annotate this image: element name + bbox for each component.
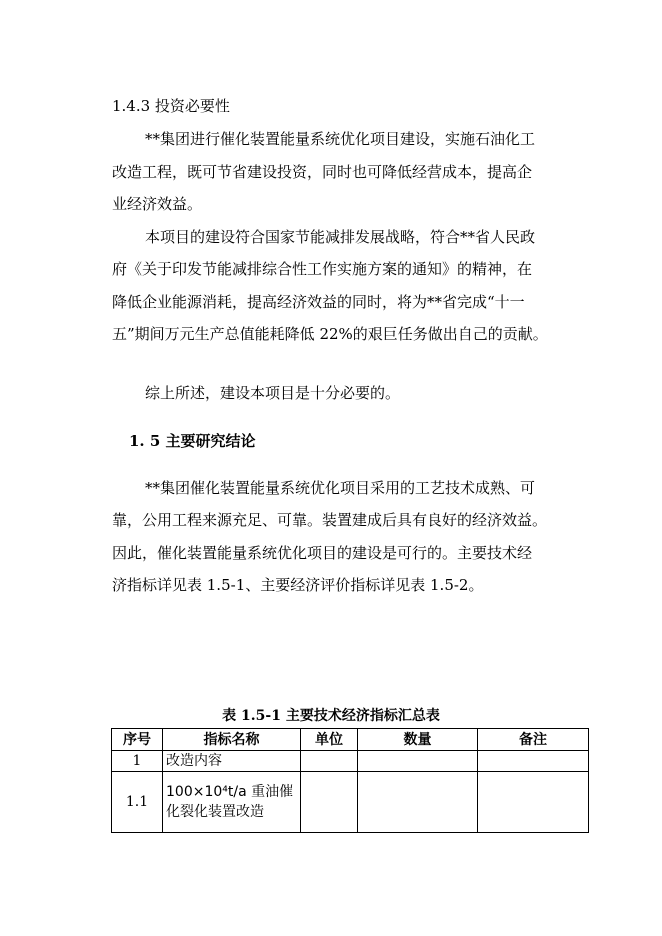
section-heading-1-5: 1. 5 主要研究结论 (129, 432, 256, 450)
cell-unit (301, 751, 358, 772)
paragraph-line: 济指标详见表 1.5-1、主要经济评价指标详见表 1.5-2。 (112, 576, 484, 594)
cell-note (478, 751, 589, 772)
paragraph-line: 本项目的建设符合国家节能减排发展战略，符合**省人民政 (145, 228, 536, 246)
cell-unit (301, 772, 358, 833)
cell-name: 100×10⁴t/a 重油催化裂化装置改造 (163, 772, 301, 833)
table-caption: 表 1.5-1 主要技术经济指标汇总表 (222, 708, 440, 724)
cell-seq: 1.1 (112, 772, 163, 833)
table-row (112, 751, 589, 772)
paragraph-line: 降低企业能源消耗，提高经济效益的同时，将为**省完成“十一 (112, 293, 525, 311)
section-heading-1-4-3: 1.4.3 投资必要性 (112, 97, 230, 115)
header-name: 指标名称 (163, 729, 301, 751)
paragraph-line: 靠，公用工程来源充足、可靠。装置建成后具有良好的经济效益。 (112, 511, 548, 529)
indicator-table (111, 728, 589, 833)
paragraph-line: 五”期间万元生产总值能耗降低 22%的艰巨任务做出自己的贡献。 (112, 325, 548, 343)
paragraph-line: 改造工程，既可节省建设投资，同时也可降低经营成本，提高企 (112, 163, 533, 181)
cell-seq: 1 (112, 751, 163, 772)
table-header-row (112, 729, 589, 751)
header-unit: 单位 (301, 729, 358, 751)
table-row (112, 772, 589, 833)
paragraph-line: 业经济效益。 (112, 195, 203, 213)
paragraph-line: **集团进行催化装置能量系统优化项目建设，实施石油化工 (145, 130, 536, 148)
header-seq: 序号 (112, 729, 163, 751)
cell-note (478, 772, 589, 833)
header-quantity: 数量 (358, 729, 478, 751)
cell-quantity (358, 751, 478, 772)
header-note: 备注 (478, 729, 589, 751)
cell-quantity (358, 772, 478, 833)
cell-name: 改造内容 (163, 751, 301, 772)
paragraph-line: 因此，催化装置能量系统优化项目的建设是可行的。主要技术经 (112, 544, 533, 562)
paragraph-line: 综上所述，建设本项目是十分必要的。 (145, 384, 401, 402)
paragraph-line: **集团催化装置能量系统优化项目采用的工艺技术成熟、可 (145, 479, 536, 497)
paragraph-line: 府《关于印发节能减排综合性工作实施方案的通知》的精神，在 (112, 260, 533, 278)
